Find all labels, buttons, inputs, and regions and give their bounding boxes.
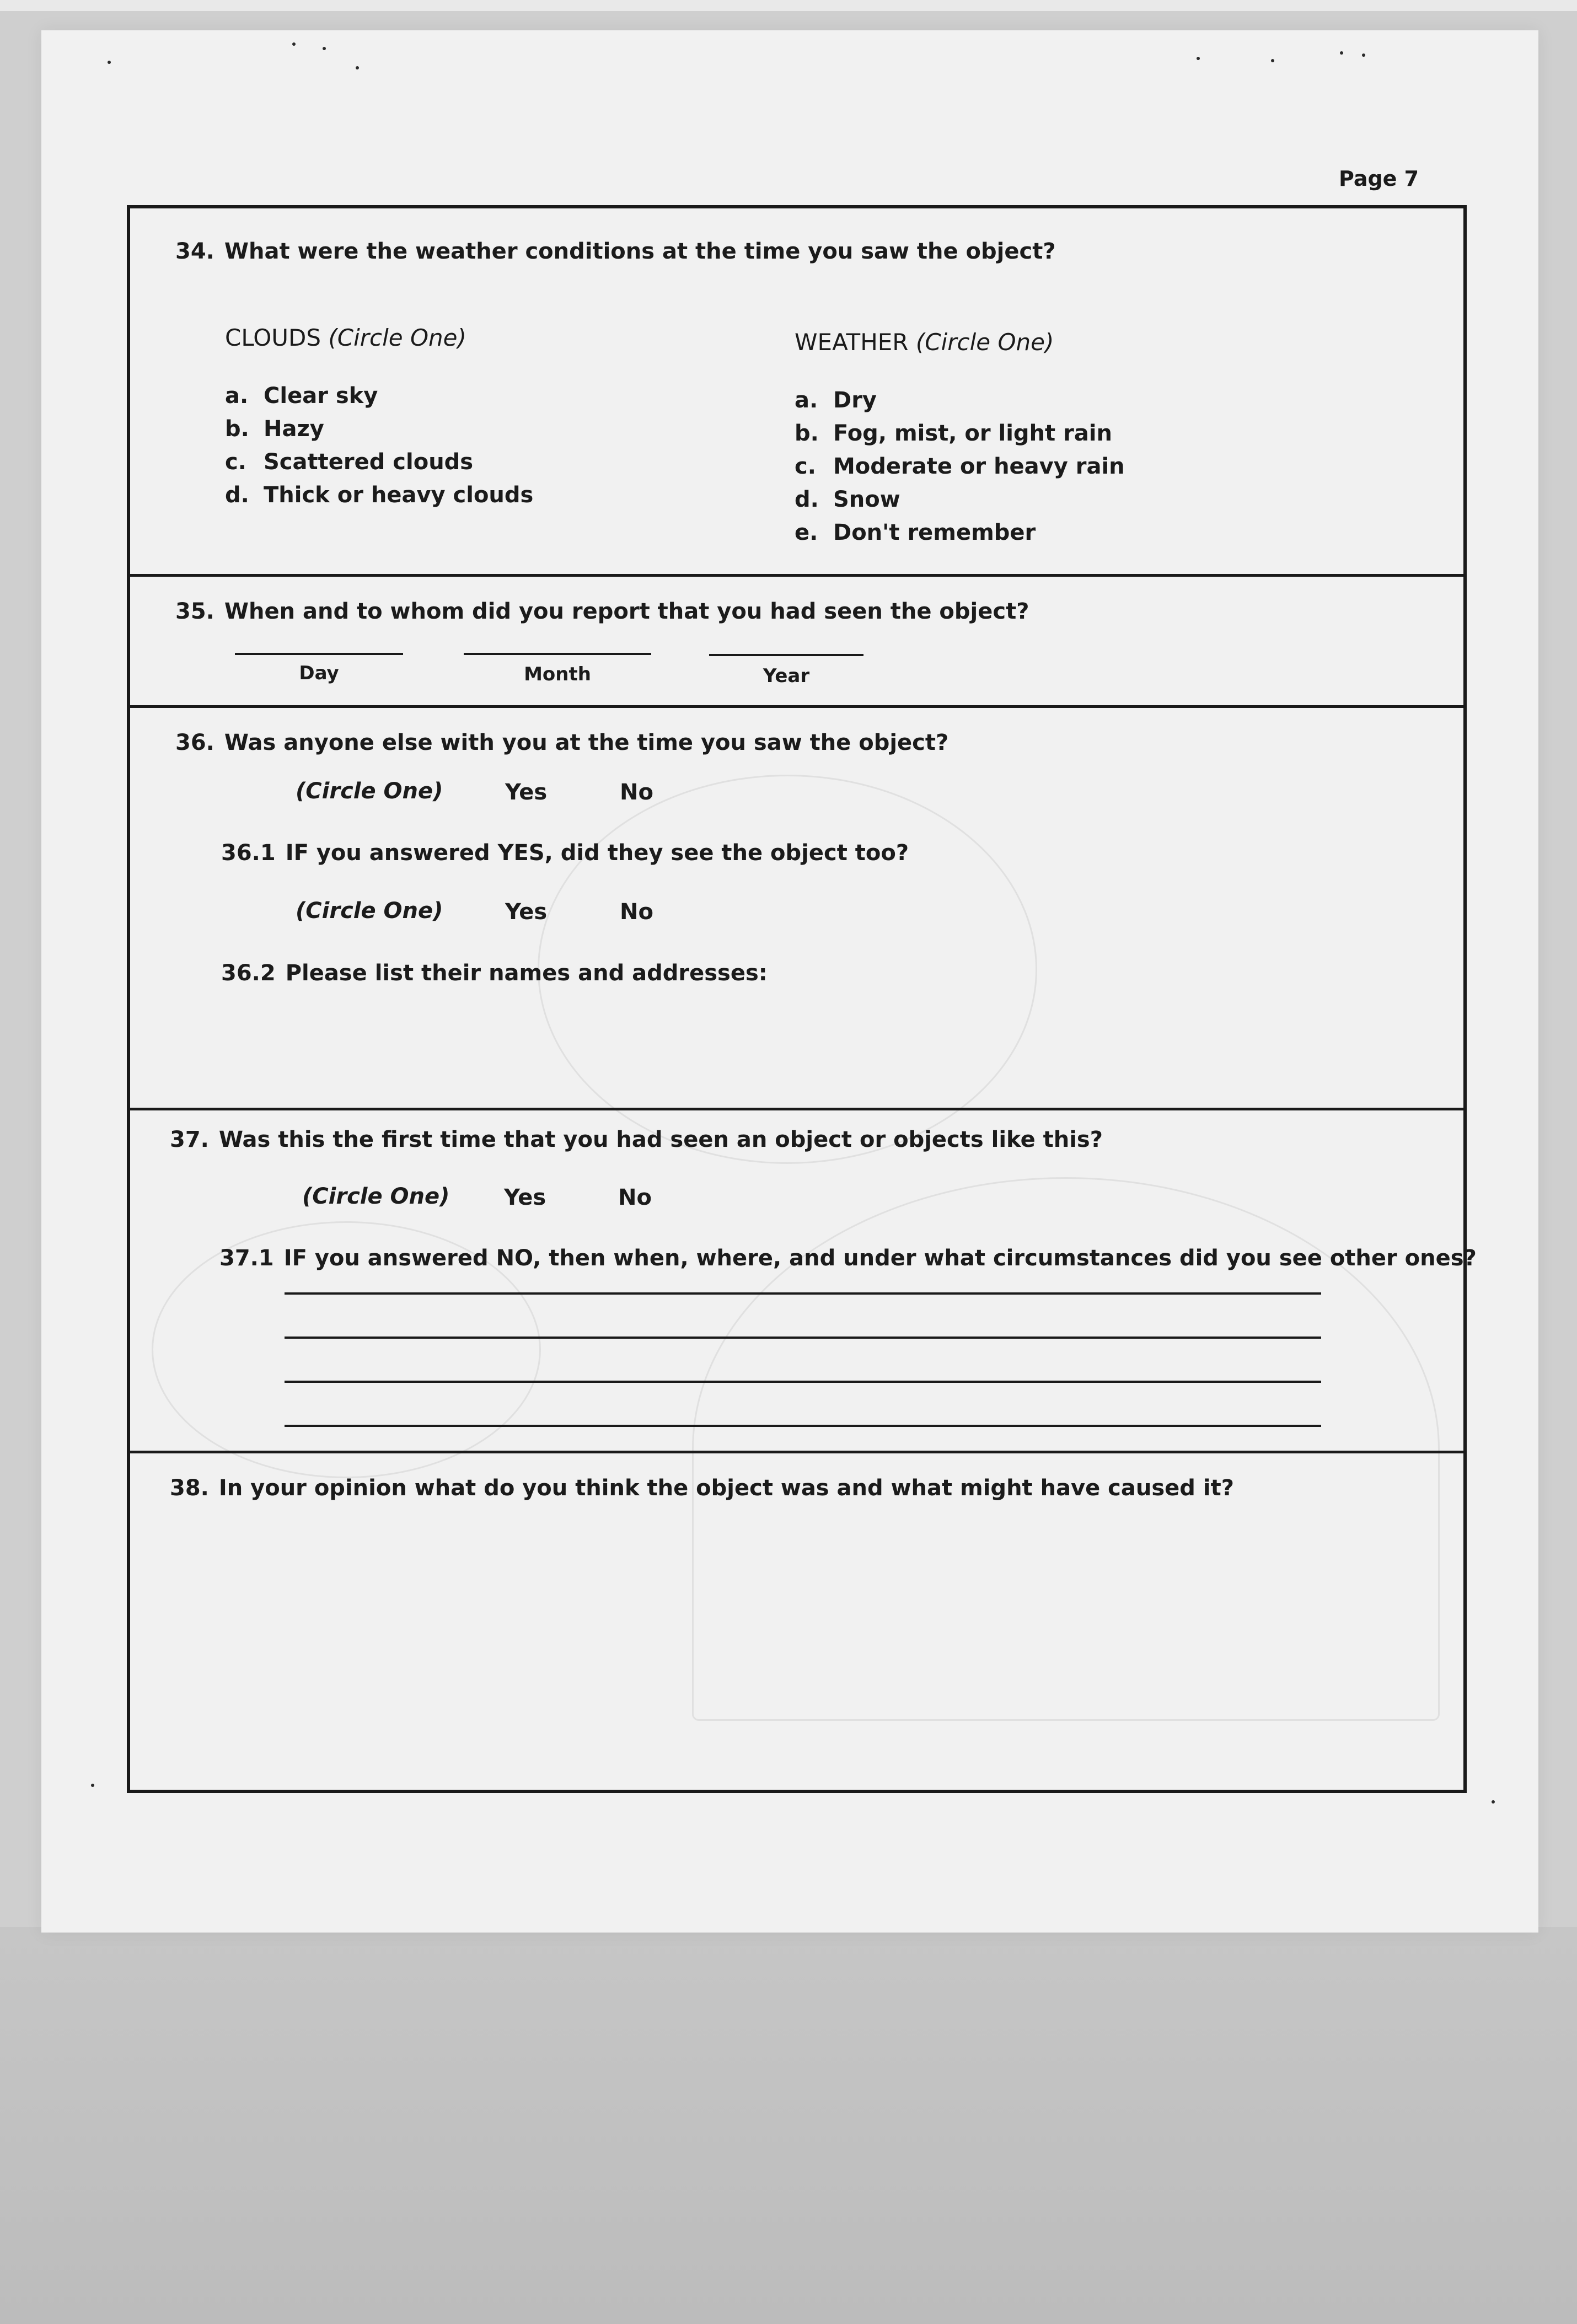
question-number: 36. — [175, 730, 214, 755]
question-text: What were the weather conditions at the time you saw the object? — [224, 239, 1056, 264]
question-text: In your opinion what do you think the object was and what might have caused it? — [218, 1475, 1234, 1501]
speck — [1362, 53, 1365, 57]
question-37-section — [130, 1110, 1477, 1453]
question-number: 34. — [175, 239, 214, 264]
question-text: IF you answered YES, did they see the object too? — [285, 840, 909, 866]
question-number: 35. — [175, 599, 214, 624]
question-38-section — [130, 1453, 1463, 1790]
question-text: IF you answered NO, then when, where, and under what circumstances did you see other ones? — [283, 1246, 1477, 1271]
clouds-option[interactable]: b. Hazy — [225, 416, 324, 442]
speck — [356, 66, 359, 69]
question-36 — [175, 730, 948, 755]
weather-header: WEATHER (Circle One) — [795, 329, 1054, 356]
weather-option[interactable]: b. Fog, mist, or light rain — [795, 421, 1112, 446]
question-37-1 — [219, 1246, 1477, 1271]
question-34 — [175, 239, 1056, 264]
no-option[interactable]: No — [620, 899, 653, 925]
question-text: Was this the first time that you had seen an object or objects like this? — [218, 1127, 1103, 1152]
year-input-line[interactable] — [709, 654, 863, 656]
day-input-line[interactable] — [235, 653, 403, 655]
weather-option[interactable]: e. Don't remember — [795, 520, 1036, 545]
question-36-2 — [221, 960, 768, 986]
scan-top-edge — [0, 0, 1577, 11]
answer-line[interactable] — [285, 1337, 1321, 1339]
clouds-option[interactable]: a. Clear sky — [225, 383, 378, 409]
year-label: Year — [763, 665, 810, 687]
question-number: 36.1 — [221, 840, 276, 866]
no-option[interactable]: No — [620, 780, 653, 805]
question-36-1 — [221, 840, 909, 866]
question-number: 37. — [170, 1127, 209, 1152]
question-number: 37.1 — [219, 1246, 274, 1271]
question-35-section — [130, 577, 1463, 708]
weather-option[interactable]: a. Dry — [795, 388, 877, 413]
circle-one-instruction: (Circle One) — [302, 1184, 450, 1209]
questionnaire-form — [127, 205, 1477, 1793]
clouds-option[interactable]: c. Scattered clouds — [225, 449, 474, 475]
question-37 — [170, 1127, 1103, 1152]
answer-line[interactable] — [285, 1425, 1321, 1427]
clouds-header: CLOUDS (Circle One) — [225, 324, 466, 351]
weather-option[interactable]: d. Snow — [795, 487, 900, 512]
yes-option[interactable]: Yes — [505, 780, 548, 805]
question-34-section — [130, 208, 1463, 577]
weather-option[interactable]: c. Moderate or heavy rain — [795, 454, 1125, 479]
speck — [1492, 1800, 1495, 1804]
question-text: Please list their names and addresses: — [285, 960, 768, 986]
clouds-option[interactable]: d. Thick or heavy clouds — [225, 482, 534, 508]
no-option[interactable]: No — [618, 1185, 652, 1210]
page-number: Page 7 — [1339, 167, 1419, 191]
question-38 — [170, 1475, 1234, 1501]
question-number: 36.2 — [221, 960, 276, 986]
question-36-section — [130, 708, 1463, 1110]
speck — [1340, 51, 1343, 55]
yes-option[interactable]: Yes — [504, 1185, 546, 1210]
speck — [1271, 59, 1274, 62]
question-number: 38. — [170, 1475, 209, 1501]
yes-option[interactable]: Yes — [505, 899, 548, 925]
scan-background — [0, 1927, 1577, 2324]
month-label: Month — [524, 663, 591, 685]
circle-one-instruction: (Circle One) — [296, 779, 443, 804]
question-35 — [175, 599, 1029, 624]
answer-line[interactable] — [285, 1292, 1321, 1295]
circle-one-instruction: (Circle One) — [296, 898, 443, 924]
answer-line[interactable] — [285, 1381, 1321, 1383]
day-label: Day — [299, 662, 339, 684]
speck — [323, 47, 326, 50]
month-input-line[interactable] — [464, 653, 651, 655]
answer-area[interactable] — [170, 1520, 1416, 1762]
question-text: Was anyone else with you at the time you saw the object? — [224, 730, 949, 755]
speck — [108, 61, 111, 64]
speck — [91, 1784, 94, 1787]
question-text: When and to whom did you report that you had seen the object? — [224, 599, 1029, 624]
speck — [1197, 57, 1200, 60]
speck — [292, 42, 296, 46]
